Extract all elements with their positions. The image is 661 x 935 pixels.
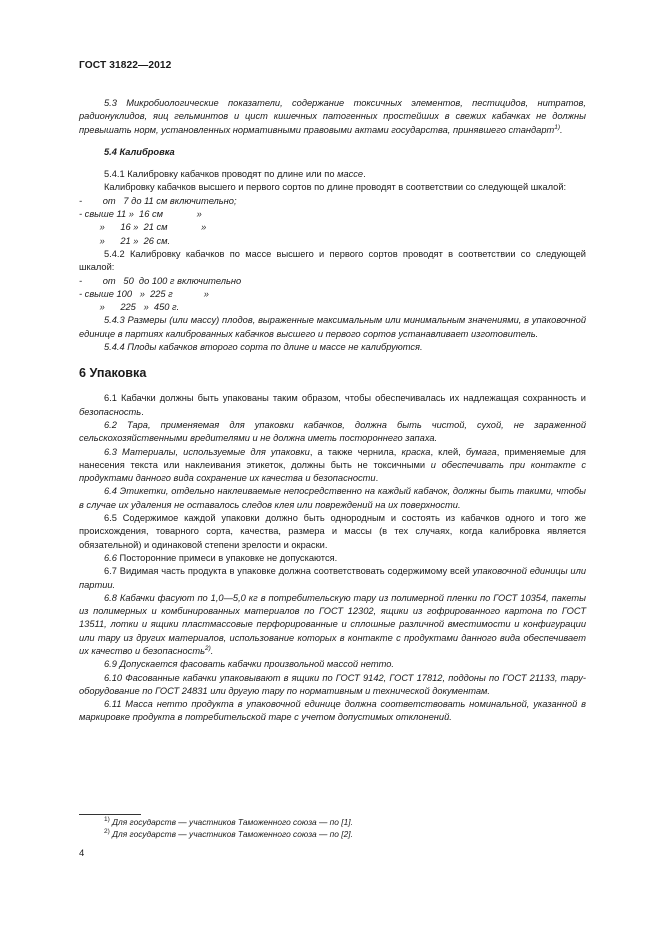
section-heading-6: 6 Упаковка [79, 366, 147, 381]
footnote-ref-1[interactable]: 1) [554, 123, 561, 131]
paragraph-6-6-num: 6.6 [104, 552, 117, 563]
footnote-mark: 1) [104, 816, 110, 823]
paragraph-6-1-end: . [141, 406, 144, 417]
paragraph-5-4-1-italic: массе [337, 169, 364, 180]
paragraph-6-3-e: , клей, [430, 446, 466, 457]
length-scale-row: » 21 » 26 см. [79, 235, 171, 246]
paragraph-6-3-d: краска [401, 446, 431, 457]
paragraph-6-2: 6.2 Тара, применяемая для упаковки кабачков, должна быть чистой, сухой, не зараженной сельскохозяйственными вредителями и не должна иметь постороннего запаха. [79, 419, 586, 444]
mass-scale [79, 275, 586, 315]
paragraph-6-1-italic: безопасность [79, 406, 142, 417]
paragraph-6-8 [79, 592, 586, 658]
mass-scale-row: » 225 » 450 г. [79, 302, 180, 313]
paragraph-6-7-text: 6.7 Видимая часть продукта в упаковке должна соответствовать содержимому всей [104, 566, 473, 577]
paragraph-6-6-text: Посторонние примеси в упаковке не допускаются. [116, 552, 338, 563]
paragraph-length-scale-intro: Калибровку кабачков высшего и первого сортов по длине проводят в соответствии со следующей шкалой: [104, 182, 567, 193]
paragraph-5-4-1-end: . [363, 169, 366, 180]
paragraph-5-3 [79, 97, 586, 137]
paragraph-5-3-text: 5.3 Микробиологические показатели, содержание токсичных элементов, пестицидов, нитратов, радионуклидов, яиц гельминтов и цист кишечных патогенных простейших в свежих кабачках не должны превышать норм, установленных нормативными правовыми актами государства, принявшего стандарт [79, 98, 586, 135]
paragraph-6-5: 6.5 Содержимое каждой упаковки должно быть однородным и состоять из кабачков одного и того же происхождения, товарного сорта, качества, размера и массы (в тех случаях, когда калибровка является обязательной) и одинаковой степени зрелости и окраски. [79, 513, 586, 550]
mass-scale-row: - свыше 100 » 225 г » [79, 288, 209, 299]
paragraph-6-3-c: , а также чернила, [309, 446, 402, 457]
paragraph-6-3 [79, 446, 586, 486]
paragraph-5-4-2: 5.4.2 Калибровку кабачков по массе высшего и первого сортов проводят в соответствии со следующей шкалой: [79, 248, 586, 273]
footnotes [104, 817, 353, 840]
paragraph-6-4: 6.4 Этикетки, отдельно наклеиваемые непосредственно на каждый кабачок, должны быть такими, чтобы в случае их удаления не оставалось следов клея или повреждений на их поверхности. [79, 486, 586, 510]
paragraph-6-6 [79, 552, 586, 565]
footnote-item [104, 817, 353, 829]
paragraph-6-3-g: , применяемые для нанесения текста или наклеивания этикеток, должны быть не токсичными [79, 446, 586, 470]
paragraph-5-4-1 [79, 168, 586, 181]
paragraph-6-10: 6.10 Фасованные кабачки упаковывают в ящики по ГОСТ 9142, ГОСТ 17812, поддоны по ГОСТ 21133, тару-оборудование по ГОСТ 24831 или другую тару по нормативным и технической документам. [79, 672, 586, 696]
length-scale [79, 195, 586, 248]
length-scale-row: - свыше 11 » 16 см » [79, 209, 202, 220]
footnote-item [104, 829, 353, 841]
paragraph-6-9: 6.9 Допускается фасовать кабачки произвольной массой нетто. [104, 659, 395, 670]
paragraph-6-7 [79, 565, 586, 592]
paragraph-6-8-text: 6.8 Кабачки фасуют по 1,0—5,0 кг в потребительскую тару из полимерной пленки по ГОСТ 10354, пакеты из полимерных и комбинированных материалов по ГОСТ 12302, ящики из гофрированного картона по ГОСТ 13511, лотки и ящики пластмассовые перфорированные и сплошные различной вместимости и конфигурации или тару из других материалов, использование которых в контакте с продуктами данного вида обеспечивает их качество и безопасность [79, 592, 586, 656]
paragraph-6-7-italic: упаковочной единицы или партии. [79, 566, 586, 590]
paragraph-6-3-f: бумага [465, 446, 497, 457]
footnote-text: Для государств — участников Таможенного союза — по [2]. [112, 828, 353, 839]
paragraph-5-4-3: 5.4.3 Размеры (или массу) плодов, выраженные максимальным или минимальным значениями, в упаковочной единице в партиях калиброванных кабачков высшего и первого сортов устанавливает изготовитель. [79, 315, 586, 339]
footnote-mark: 2) [104, 827, 110, 835]
paragraph-6-3-h: и обеспечивать при контакте с продуктами данного вида сохранение их качества и безопасности [79, 459, 586, 484]
footnote-ref-2[interactable]: 2) [204, 644, 211, 652]
paragraph-5-3-end: . [560, 124, 563, 135]
page-number: 4 [79, 848, 85, 859]
document-body [79, 97, 586, 725]
paragraph-6-3-a: 6.3 Материалы, [104, 446, 184, 457]
footnote-divider [79, 814, 141, 815]
paragraph-5-4-4: 5.4.4 Плоды кабачков второго сорта по длине и массе не калибруются. [104, 342, 423, 353]
paragraph-6-3-i: . [375, 473, 379, 484]
document-header: ГОСТ 31822—2012 [79, 60, 172, 71]
subsection-heading-5-4: 5.4 Калибровка [104, 146, 175, 157]
paragraph-6-3-b: используемые для упаковки [183, 446, 310, 457]
footnote-text: Для государств — участников Таможенного союза — по [1]. [112, 817, 353, 827]
paragraph-6-11: 6.11 Масса нетто продукта в упаковочной единице должна соответствовать номинальной, указанной в маркировке продукта в потребительской таре с учетом допустимых отклонений. [79, 699, 586, 723]
paragraph-6-1 [79, 392, 586, 419]
paragraph-5-4-1-text: 5.4.1 Калибровку кабачков проводят по длине или по [104, 169, 338, 180]
paragraph-6-8-end: . [210, 645, 214, 656]
length-scale-row: » 16 » 21 см » [79, 222, 207, 233]
length-scale-row: - от 7 до 11 см включительно; [79, 195, 237, 206]
mass-scale-row: - от 50 до 100 г включительно [79, 275, 242, 286]
paragraph-6-1-text: 6.1 Кабачки должны быть упакованы таким образом, чтобы обеспечивалась их надлежащая сохранность и [104, 393, 586, 404]
